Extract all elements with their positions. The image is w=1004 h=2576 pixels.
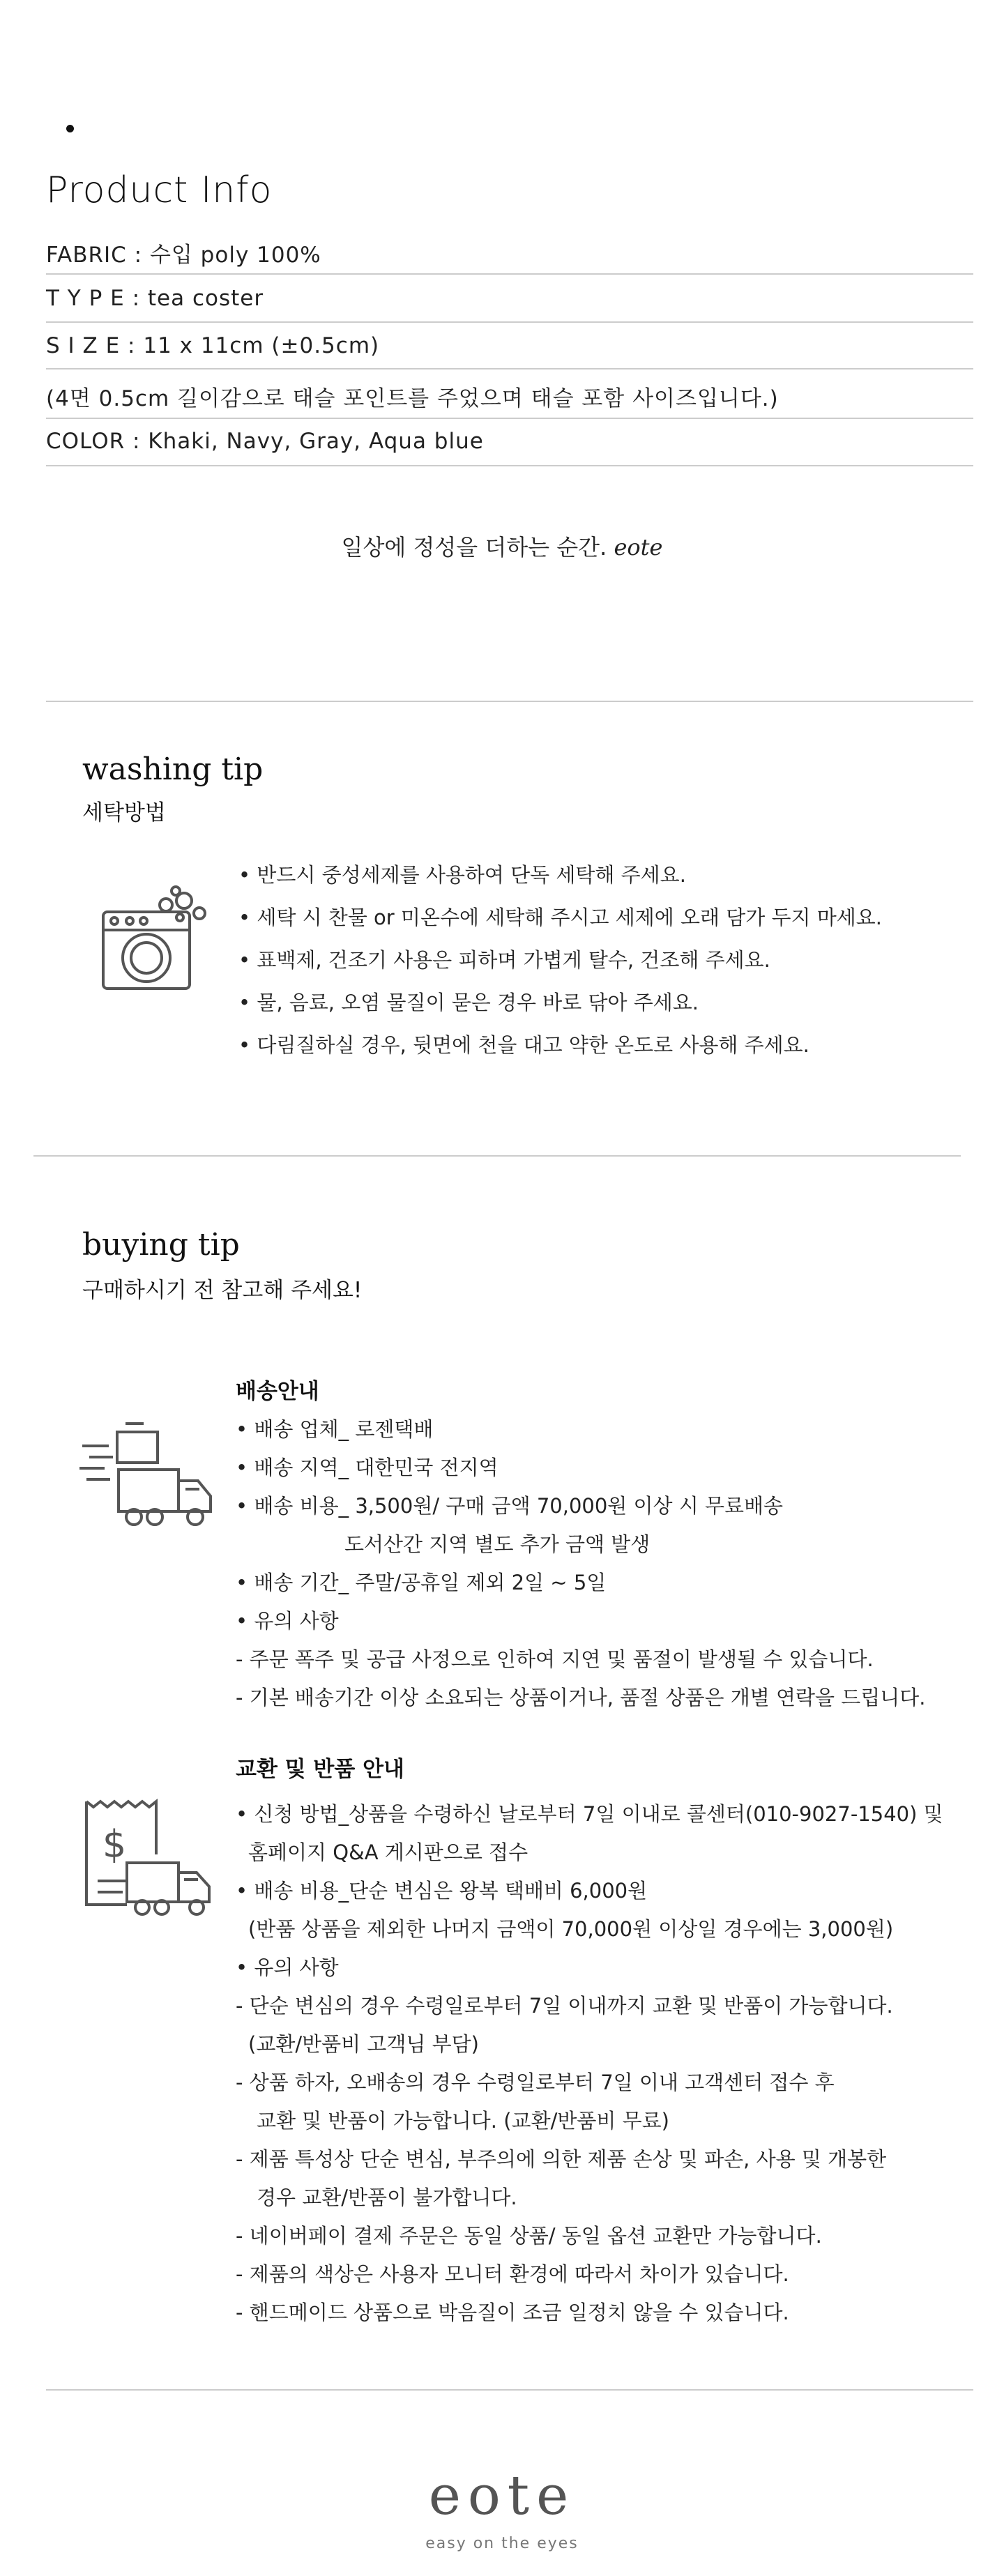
delivery-truck-icon	[77, 1422, 216, 1527]
list-item: • 배송 비용_단순 변심은 왕복 택배비 6,000원	[236, 1879, 648, 1903]
svg-text:$: $	[102, 1822, 127, 1866]
washing-machine-icon	[98, 885, 216, 997]
list-item: • 표백제, 건조기 사용은 피하며 가볍게 탈수, 건조해 주세요.	[238, 948, 770, 972]
list-item: • 배송 업체_ 로젠택배	[236, 1417, 434, 1441]
washing-subtitle: 세탁방법	[82, 800, 166, 825]
divider	[46, 273, 973, 275]
buying-title: buying tip	[82, 1227, 240, 1263]
list-item: • 배송 기간_ 주말/공휴일 제외 2일 ~ 5일	[236, 1571, 607, 1594]
list-item: - 주문 폭주 및 공급 사정으로 인하여 지연 및 품절이 발생될 수 있습니다.	[236, 1647, 874, 1671]
section-divider	[46, 701, 973, 702]
list-item: - 상품 하자, 오배송의 경우 수령일로부터 7일 이내 고객센터 접수 후	[236, 2071, 835, 2094]
list-item: 교환 및 반품이 가능합니다. (교환/반품비 무료)	[257, 2109, 669, 2133]
list-item: - 핸드메이드 상품으로 박음질이 조금 일정치 않을 수 있습니다.	[236, 2301, 789, 2324]
list-item: - 단순 변심의 경우 수령일로부터 7일 이내까지 교환 및 반품이 가능합니다.	[236, 1994, 893, 2018]
list-item: 경우 교환/반품이 불가합니다.	[257, 2186, 517, 2209]
shipping-heading: 배송안내	[236, 1379, 319, 1404]
list-item: • 물, 음료, 오염 물질이 묻은 경우 바로 닦아 주세요.	[238, 991, 699, 1014]
list-item: • 유의 사항	[236, 1956, 339, 1979]
section-divider	[46, 2389, 973, 2391]
washing-tip-list	[238, 854, 882, 1067]
shipping-list	[236, 1410, 926, 1717]
list-item: (반품 상품을 제외한 나머지 금액이 70,000원 이상일 경우에는 3,000원)	[248, 1917, 894, 1941]
size-note-row: (4면 0.5cm 길이감으로 태슬 포인트를 주었으며 태슬 포함 사이즈입니다.)	[46, 386, 779, 411]
list-item: • 배송 비용_ 3,500원/ 구매 금액 70,000원 이상 시 무료배송	[236, 1494, 784, 1518]
list-item: • 배송 지역_ 대한민국 전지역	[236, 1456, 499, 1479]
list-item: - 네이버페이 결제 주문은 동일 상품/ 동일 옵션 교환만 가능합니다.	[236, 2224, 822, 2248]
divider	[46, 465, 973, 466]
size-row: S I Z E : 11 x 11cm (±0.5cm)	[46, 333, 380, 358]
list-item: - 제품 특성상 단순 변심, 부주의에 의한 제품 손상 및 파손, 사용 및 개봉한	[236, 2147, 887, 2171]
footer-logo: eote	[428, 2464, 576, 2527]
divider	[46, 321, 973, 323]
product-info-title: Product Info	[46, 169, 273, 211]
list-item: 도서산간 지역 별도 추가 금액 발생	[344, 1532, 651, 1556]
tagline-text: 일상에 정성을 더하는 순간.	[341, 534, 607, 561]
receipt-truck-icon	[82, 1799, 215, 1917]
returns-heading: 교환 및 반품 안내	[236, 1757, 404, 1782]
color-row: COLOR : Khaki, Navy, Gray, Aqua blue	[46, 429, 484, 454]
footer-slogan: easy on the eyes	[425, 2535, 579, 2552]
tagline-brand: eote	[614, 534, 663, 561]
list-item: • 세탁 시 찬물 or 미온수에 세탁해 주시고 세제에 오래 담가 두지 마세요.	[238, 906, 882, 929]
list-item: - 기본 배송기간 이상 소요되는 상품이거나, 품절 상품은 개별 연락을 드립니다.	[236, 1686, 926, 1709]
list-item: • 반드시 중성세제를 사용하여 단독 세탁해 주세요.	[238, 863, 686, 887]
list-item: (교환/반품비 고객님 부담)	[248, 2032, 479, 2056]
list-item: • 다림질하실 경우, 뒷면에 천을 대고 약한 온도로 사용해 주세요.	[238, 1033, 809, 1057]
list-item: - 제품의 색상은 사용자 모니터 환경에 따라서 차이가 있습니다.	[236, 2262, 789, 2286]
divider	[46, 418, 973, 419]
returns-list	[236, 1795, 943, 2332]
list-item: • 유의 사항	[236, 1609, 339, 1633]
section-divider	[33, 1155, 961, 1157]
list-item: 홈페이지 Q&A 게시판으로 접수	[248, 1840, 528, 1864]
divider	[46, 368, 973, 369]
washing-title: washing tip	[82, 752, 264, 787]
buying-subtitle: 구매하시기 전 참고해 주세요!	[82, 1278, 363, 1303]
bullet-dot	[66, 125, 74, 132]
fabric-row: FABRIC : 수입 poly 100%	[46, 243, 321, 268]
list-item: • 신청 방법_상품을 수령하신 날로부터 7일 이내로 콜센터(010-9027-1540) 및	[236, 1802, 943, 1826]
tagline	[0, 530, 1004, 562]
type-row: T Y P E : tea coster	[46, 286, 264, 311]
